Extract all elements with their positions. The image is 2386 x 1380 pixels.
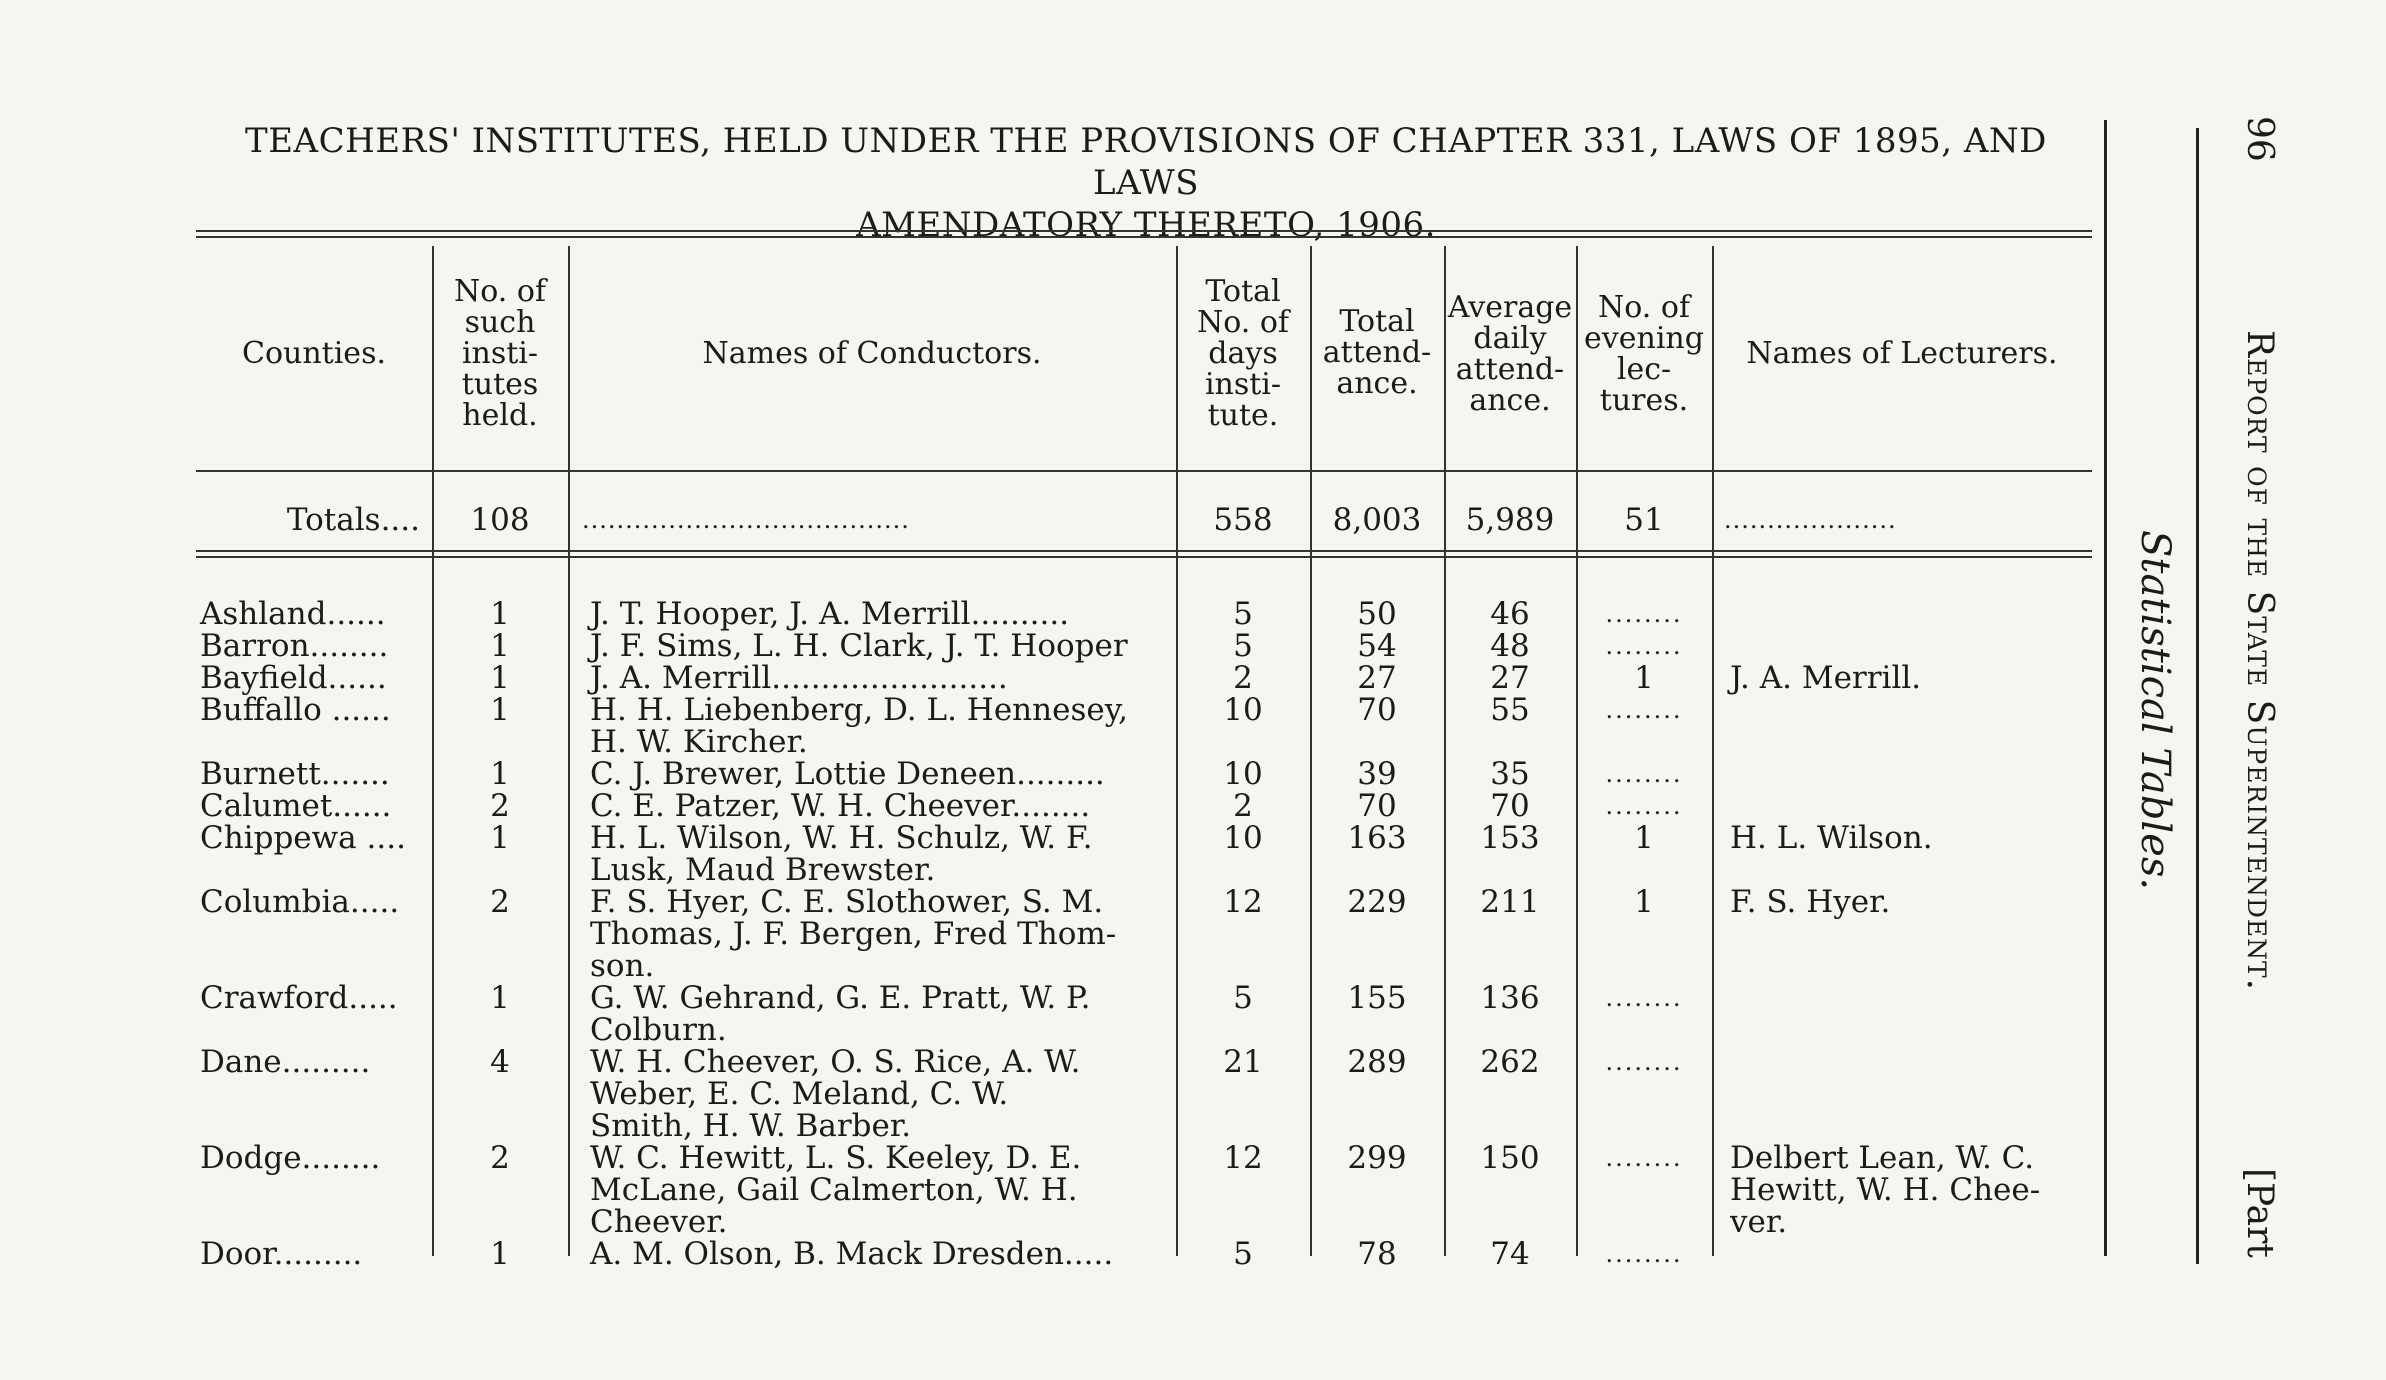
cell-lectures: 1 <box>1634 820 1654 856</box>
cell-lectures: ........ <box>1605 1240 1683 1268</box>
cell-institutes: 1 <box>490 692 510 728</box>
page-title <box>196 120 2096 246</box>
cell-days: 5 <box>1233 1236 1253 1272</box>
cell-days: 2 <box>1233 660 1253 696</box>
title-line-2: AMENDATORY THERETO, 1906. <box>856 205 1436 245</box>
title-line-1: TEACHERS' INSTITUTES, HELD UNDER THE PROVISIONS OF CHAPTER 331, LAWS OF 1895, AND LAWS <box>245 121 2047 203</box>
cell-days: 12 <box>1223 1140 1263 1176</box>
cell-county: Crawford..... <box>200 980 398 1016</box>
cell-average: 27 <box>1490 660 1530 696</box>
cell-average: 211 <box>1480 884 1540 920</box>
totals-lecturers: .................... <box>1724 506 1897 534</box>
running-head: Report of the State Superintendent. <box>2239 330 2280 992</box>
cell-institutes: 1 <box>490 1236 510 1272</box>
header-counties: Counties. <box>242 336 386 371</box>
cell-conductors: W. H. Cheever, O. S. Rice, A. W. Weber, E. C. Meland, C. W. Smith, H. W. Barber. <box>590 1044 1081 1144</box>
header-bottom-rule <box>196 470 2092 472</box>
cell-county: Bayfield...... <box>200 660 387 696</box>
cell-lectures: ........ <box>1605 600 1683 628</box>
table-top-rule <box>196 230 2092 238</box>
cell-attendance: 299 <box>1347 1140 1407 1176</box>
cell-days: 10 <box>1223 692 1263 728</box>
totals-attendance: 8,003 <box>1332 502 1422 538</box>
header-average: Average daily attend- ance. <box>1447 290 1573 418</box>
cell-average: 262 <box>1480 1044 1540 1080</box>
cell-county: Dodge........ <box>200 1140 381 1176</box>
cell-institutes: 1 <box>490 820 510 856</box>
outer-border-rule <box>2196 128 2199 1264</box>
header-lecturers: Names of Lecturers. <box>1746 336 2058 371</box>
cell-county: Dane......... <box>200 1044 371 1080</box>
cell-institutes: 2 <box>490 788 510 824</box>
cell-conductors: J. F. Sims, L. H. Clark, J. T. Hooper <box>590 628 1128 664</box>
header-institutes: No. of such insti- tutes held. <box>453 274 547 433</box>
cell-conductors: G. W. Gehrand, G. E. Pratt, W. P. Colburn. <box>590 980 1091 1048</box>
page-number: 96 <box>2239 116 2280 162</box>
header-lectures: No. of evening lec- tures. <box>1584 290 1704 418</box>
cell-conductors: C. J. Brewer, Lottie Deneen......... <box>590 756 1105 792</box>
cell-days: 2 <box>1233 788 1253 824</box>
cell-institutes: 2 <box>490 1140 510 1176</box>
cell-attendance: 39 <box>1357 756 1397 792</box>
cell-conductors: A. M. Olson, B. Mack Dresden..... <box>590 1236 1114 1272</box>
cell-lectures: ........ <box>1605 792 1683 820</box>
cell-attendance: 50 <box>1357 596 1397 632</box>
cell-lectures: ........ <box>1605 696 1683 724</box>
cell-attendance: 163 <box>1347 820 1407 856</box>
section-title: Statistical Tables. <box>2132 530 2178 891</box>
cell-days: 5 <box>1233 596 1253 632</box>
cell-lectures: ........ <box>1605 1144 1683 1172</box>
part-label: [Part <box>2239 1168 2280 1258</box>
cell-attendance: 155 <box>1347 980 1407 1016</box>
cell-county: Barron........ <box>200 628 389 664</box>
cell-lectures: ........ <box>1605 1048 1683 1076</box>
cell-days: 5 <box>1233 980 1253 1016</box>
header-conductors: Names of Conductors. <box>702 336 1042 371</box>
cell-county: Buffallo ...... <box>200 692 391 728</box>
cell-county: Door......... <box>200 1236 363 1272</box>
cell-days: 10 <box>1223 756 1263 792</box>
cell-days: 21 <box>1223 1044 1263 1080</box>
cell-institutes: 1 <box>490 628 510 664</box>
totals-institutes: 108 <box>470 502 530 538</box>
cell-county: Ashland...... <box>200 596 386 632</box>
cell-county: Burnett....... <box>200 756 390 792</box>
cell-attendance: 289 <box>1347 1044 1407 1080</box>
cell-conductors: J. A. Merrill........................ <box>590 660 1008 696</box>
cell-conductors: F. S. Hyer, C. E. Slothower, S. M. Thomas, J. F. Bergen, Fred Thom- son. <box>590 884 1117 984</box>
cell-attendance: 229 <box>1347 884 1407 920</box>
column-divider <box>568 246 570 1256</box>
cell-average: 48 <box>1490 628 1530 664</box>
header-attendance: Total attend- ance. <box>1322 304 1432 401</box>
cell-days: 12 <box>1223 884 1263 920</box>
cell-lectures: ........ <box>1605 760 1683 788</box>
cell-days: 10 <box>1223 820 1263 856</box>
cell-county: Calumet...... <box>200 788 392 824</box>
cell-average: 46 <box>1490 596 1530 632</box>
cell-conductors: H. H. Liebenberg, D. L. Hennesey, H. W. Kircher. <box>590 692 1128 760</box>
cell-county: Chippewa .... <box>200 820 406 856</box>
cell-lectures: 1 <box>1634 884 1654 920</box>
cell-lectures: 1 <box>1634 660 1654 696</box>
cell-lectures: ........ <box>1605 632 1683 660</box>
column-divider <box>1712 246 1714 1256</box>
cell-attendance: 54 <box>1357 628 1397 664</box>
cell-conductors: H. L. Wilson, W. H. Schulz, W. F. Lusk, Maud Brewster. <box>590 820 1093 888</box>
cell-lectures: ........ <box>1605 984 1683 1012</box>
cell-attendance: 70 <box>1357 788 1397 824</box>
cell-institutes: 1 <box>490 756 510 792</box>
cell-conductors: W. C. Hewitt, L. S. Keeley, D. E. McLane, Gail Calmerton, W. H. Cheever. <box>590 1140 1082 1240</box>
cell-attendance: 27 <box>1357 660 1397 696</box>
cell-institutes: 1 <box>490 660 510 696</box>
totals-bottom-rule <box>196 550 2092 558</box>
totals-average: 5,989 <box>1465 502 1555 538</box>
cell-average: 153 <box>1480 820 1540 856</box>
cell-average: 70 <box>1490 788 1530 824</box>
cell-conductors: J. T. Hooper, J. A. Merrill.......... <box>590 596 1070 632</box>
cell-lecturers: J. A. Merrill. <box>1730 660 1922 696</box>
right-border-rule <box>2104 120 2107 1256</box>
totals-label: Totals.... <box>286 502 420 538</box>
cell-lecturers: F. S. Hyer. <box>1730 884 1891 920</box>
cell-attendance: 70 <box>1357 692 1397 728</box>
cell-conductors: C. E. Patzer, W. H. Cheever........ <box>590 788 1091 824</box>
cell-average: 136 <box>1480 980 1540 1016</box>
cell-attendance: 78 <box>1357 1236 1397 1272</box>
totals-days: 558 <box>1213 502 1273 538</box>
cell-average: 150 <box>1480 1140 1540 1176</box>
cell-average: 74 <box>1490 1236 1530 1272</box>
cell-lecturers: Delbert Lean, W. C. Hewitt, W. H. Chee- ver. <box>1730 1140 2041 1240</box>
cell-average: 55 <box>1490 692 1530 728</box>
cell-county: Columbia..... <box>200 884 400 920</box>
cell-days: 5 <box>1233 628 1253 664</box>
totals-lectures: 51 <box>1624 502 1664 538</box>
cell-average: 35 <box>1490 756 1530 792</box>
header-days: Total No. of days insti- tute. <box>1196 274 1290 433</box>
cell-institutes: 1 <box>490 596 510 632</box>
cell-institutes: 2 <box>490 884 510 920</box>
cell-institutes: 4 <box>490 1044 510 1080</box>
cell-institutes: 1 <box>490 980 510 1016</box>
cell-lecturers: H. L. Wilson. <box>1730 820 1933 856</box>
totals-conductors: ...................................... <box>582 506 910 534</box>
